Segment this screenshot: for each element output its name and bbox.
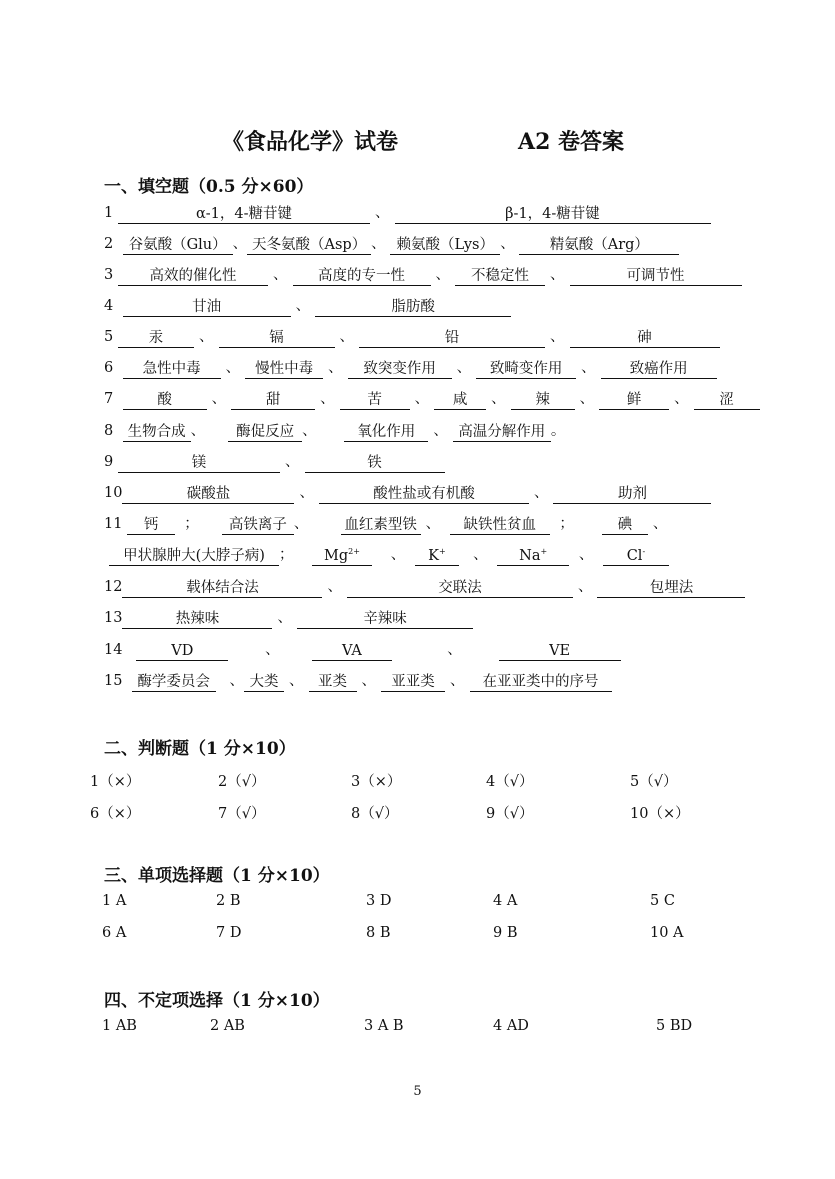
chloride-symbol: Cl	[626, 548, 643, 564]
answer-blank: 脂肪酸	[315, 296, 511, 317]
question-number: 8	[104, 423, 114, 439]
separator: ；	[184, 516, 199, 532]
answer-blank: 赖氨酸（Lys）	[390, 234, 500, 255]
separator: 、	[211, 391, 227, 407]
answer-blank: 酶学委员会	[132, 671, 216, 692]
answer-blank: 缺铁性贫血	[450, 514, 550, 535]
answer-blank: β-1，4-糖苷键	[395, 203, 711, 224]
single-answer: 5 C	[650, 893, 675, 909]
answer-blank: 高温分解作用	[453, 421, 551, 442]
answer-blank: 鲜	[599, 389, 669, 410]
answer-blank: 碳酸盐	[122, 483, 294, 504]
single-row-2	[0, 925, 835, 947]
question-number: 7	[104, 391, 114, 407]
judge-answer: 4（√）	[486, 774, 534, 790]
separator: 、	[533, 485, 549, 501]
single-answer: 7 D	[216, 925, 242, 941]
question-number: 11	[104, 516, 123, 532]
single-answer: 3 D	[366, 893, 392, 909]
section-judge-heading: 二、判断题（1 分×10）	[104, 739, 296, 759]
separator: ；	[559, 516, 574, 532]
separator: 、	[190, 423, 206, 439]
separator: 、	[232, 236, 248, 252]
fill-question-3	[104, 264, 742, 286]
fill-question-12	[104, 576, 745, 598]
question-number: 14	[104, 642, 123, 658]
separator: 、	[652, 516, 668, 532]
single-answer: 10 A	[650, 925, 684, 941]
charge-superscript: 2+	[348, 547, 360, 557]
separator: 、	[579, 391, 595, 407]
page-number: 5	[413, 1084, 422, 1099]
separator: 、	[447, 642, 462, 658]
judge-answer: 3（×）	[351, 774, 402, 790]
separator: 、	[277, 610, 292, 626]
separator: 、	[550, 329, 565, 345]
separator: 、	[302, 423, 317, 439]
answer-blank: 辣	[511, 389, 575, 410]
fill-question-5	[104, 326, 720, 348]
answer-blank: 高铁离子	[222, 514, 294, 535]
answer-blank: 慢性中毒	[245, 358, 323, 379]
answer-blank: 致畸变作用	[476, 358, 576, 379]
answer-blank: 氧化作用	[344, 421, 428, 442]
separator: 、	[456, 360, 472, 376]
question-number: 10	[104, 485, 123, 501]
question-number: 15	[104, 673, 123, 689]
potassium-symbol: K	[428, 548, 439, 564]
separator: 、	[578, 547, 594, 563]
separator: 、	[327, 579, 342, 595]
answer-blank: 苦	[340, 389, 410, 410]
answer-blank: 碘	[602, 514, 648, 535]
single-answer: 4 A	[493, 893, 518, 909]
separator: 、	[285, 454, 300, 470]
single-answer: 2 B	[216, 893, 241, 909]
judge-answer: 2（√）	[218, 774, 266, 790]
answer-blank: 热辣味	[122, 608, 272, 629]
question-number: 13	[104, 610, 123, 626]
answer-blank: 载体结合法	[122, 577, 322, 598]
answer-blank: 甘油	[123, 296, 291, 317]
fill-question-13	[104, 607, 473, 629]
answer-blank: 汞	[118, 327, 194, 348]
answer-blank: 铁	[305, 452, 445, 473]
answer-blank: 包埋法	[597, 577, 745, 598]
section-fill-heading: 一、填空题（0.5 分×60）	[104, 177, 314, 197]
separator: 、	[273, 267, 288, 283]
answer-blank: 咸	[434, 389, 486, 410]
fill-question-9	[104, 451, 445, 473]
separator: 、	[199, 329, 214, 345]
judge-answer: 9（√）	[486, 806, 534, 822]
separator: 、	[361, 673, 376, 689]
answer-blank: 亚类	[309, 671, 357, 692]
judge-answer: 5（√）	[630, 774, 678, 790]
answer-blank: α-1，4-糖苷键	[118, 203, 370, 224]
separator: 、	[265, 642, 280, 658]
separator: ；	[279, 547, 294, 563]
answer-blank: 致突变作用	[348, 358, 452, 379]
answer-blank: 钙	[127, 514, 175, 535]
separator: 、	[339, 329, 354, 345]
judge-row-1	[0, 770, 835, 792]
separator: 、	[435, 267, 450, 283]
judge-answer: 6（×）	[90, 806, 141, 822]
separator: 、	[433, 423, 448, 439]
question-number: 9	[104, 454, 114, 470]
answer-blank: 高效的催化性	[118, 265, 268, 286]
single-answer: 8 B	[366, 925, 391, 941]
fill-question-10	[104, 482, 711, 504]
separator: 、	[390, 547, 406, 563]
separator: 、	[293, 516, 309, 532]
fill-question-11	[104, 513, 672, 535]
answer-blank: VD	[136, 640, 228, 661]
answer-blank	[603, 545, 669, 566]
judge-answer: 8（√）	[351, 806, 399, 822]
separator: 、	[375, 205, 390, 221]
separator: 、	[414, 391, 430, 407]
fill-question-15	[104, 670, 612, 692]
answer-blank: 可调节性	[570, 265, 742, 286]
question-number: 6	[104, 360, 114, 376]
separator: 。	[550, 423, 566, 439]
answer-blank: 砷	[570, 327, 720, 348]
answer-blank: 精氨酸（Arg）	[519, 234, 679, 255]
answer-blank: 镁	[118, 452, 280, 473]
charge-superscript: +	[540, 547, 548, 557]
question-number: 1	[104, 205, 114, 221]
fill-question-14	[104, 639, 621, 661]
section-single-choice-heading: 三、单项选择题（1 分×10）	[104, 866, 330, 886]
answer-blank: 酸性盐或有机酸	[319, 483, 529, 504]
single-answer: 9 B	[493, 925, 518, 941]
separator: 、	[450, 673, 465, 689]
answer-blank: 大类	[244, 671, 284, 692]
separator: 、	[328, 360, 343, 376]
magnesium-symbol: Mg	[323, 548, 349, 564]
separator: 、	[425, 516, 441, 532]
answer-blank: 致癌作用	[601, 358, 717, 379]
separator: 、	[225, 360, 241, 376]
answer-blank: 酶促反应	[228, 421, 302, 442]
answer-blank: 交联法	[347, 577, 573, 598]
answer-blank: 涩	[694, 389, 760, 410]
question-number: 2	[104, 236, 114, 252]
fill-question-6	[104, 357, 717, 379]
answer-blank: 天冬氨酸（Asp）	[247, 234, 371, 255]
exam-title	[0, 125, 835, 159]
answer-blank: 铅	[359, 327, 545, 348]
separator: 、	[491, 391, 506, 407]
judge-answer: 1（×）	[90, 774, 141, 790]
single-answer: 1 A	[102, 893, 127, 909]
multi-answer: 3 A B	[364, 1018, 404, 1034]
answer-blank: 不稳定性	[455, 265, 545, 286]
fill-question-8	[104, 420, 565, 442]
question-number: 4	[104, 298, 114, 314]
sodium-symbol: Na	[519, 548, 541, 564]
separator: 、	[473, 547, 488, 563]
judge-row-2	[0, 802, 835, 824]
answer-blank: VA	[312, 640, 392, 661]
multi-row-1	[0, 1018, 835, 1040]
charge-superscript: -	[642, 547, 646, 557]
multi-answer: 1 AB	[102, 1018, 137, 1034]
answer-blank: 在亚亚类中的序号	[470, 671, 612, 692]
question-number: 5	[104, 329, 114, 345]
separator: 、	[299, 485, 314, 501]
separator: 、	[289, 673, 304, 689]
answer-blank: 甜	[231, 389, 315, 410]
answer-blank	[415, 545, 459, 566]
single-answer: 6 A	[102, 925, 127, 941]
separator: 、	[550, 267, 565, 283]
answer-blank: 急性中毒	[123, 358, 221, 379]
answer-blank: 辛辣味	[297, 608, 473, 629]
multi-answer: 5 BD	[656, 1018, 693, 1034]
separator: 、	[674, 391, 689, 407]
answer-blank	[497, 545, 569, 566]
answer-blank: 助剂	[553, 483, 711, 504]
answer-blank: 镉	[219, 327, 335, 348]
separator: 、	[320, 391, 335, 407]
section-multi-choice-heading: 四、不定项选择（1 分×10）	[104, 991, 330, 1011]
judge-answer: 10（×）	[630, 806, 690, 822]
answer-blank	[312, 545, 372, 566]
answer-blank: 亚亚类	[381, 671, 445, 692]
separator: 、	[371, 236, 386, 252]
exam-title-subject: 《食品化学》试卷	[222, 129, 399, 155]
answer-blank: 谷氨酸（Glu）	[123, 234, 233, 255]
fill-question-1	[104, 202, 711, 224]
separator: 、	[577, 579, 593, 595]
answer-blank: 生物合成	[123, 421, 191, 442]
fill-question-7	[104, 388, 760, 410]
exam-title-paper: A2 卷答案	[518, 129, 625, 155]
answer-blank: 高度的专一性	[293, 265, 431, 286]
judge-answer: 7（√）	[218, 806, 266, 822]
charge-superscript: +	[438, 547, 446, 557]
fill-question-11-continued	[109, 544, 669, 566]
separator: 、	[581, 360, 596, 376]
multi-answer: 2 AB	[210, 1018, 245, 1034]
question-number: 12	[104, 579, 123, 595]
fill-question-2	[104, 233, 679, 255]
question-number: 3	[104, 267, 114, 283]
multi-answer: 4 AD	[493, 1018, 529, 1034]
answer-blank: 血红素型铁	[341, 514, 421, 535]
separator: 、	[229, 673, 244, 689]
answer-blank: 甲状腺肿大(大脖子病)	[109, 545, 279, 566]
answer-blank: VE	[499, 640, 621, 661]
single-row-1	[0, 893, 835, 915]
answer-blank: 酸	[123, 389, 207, 410]
separator: 、	[295, 298, 311, 314]
separator: 、	[500, 236, 515, 252]
fill-question-4	[104, 295, 511, 317]
